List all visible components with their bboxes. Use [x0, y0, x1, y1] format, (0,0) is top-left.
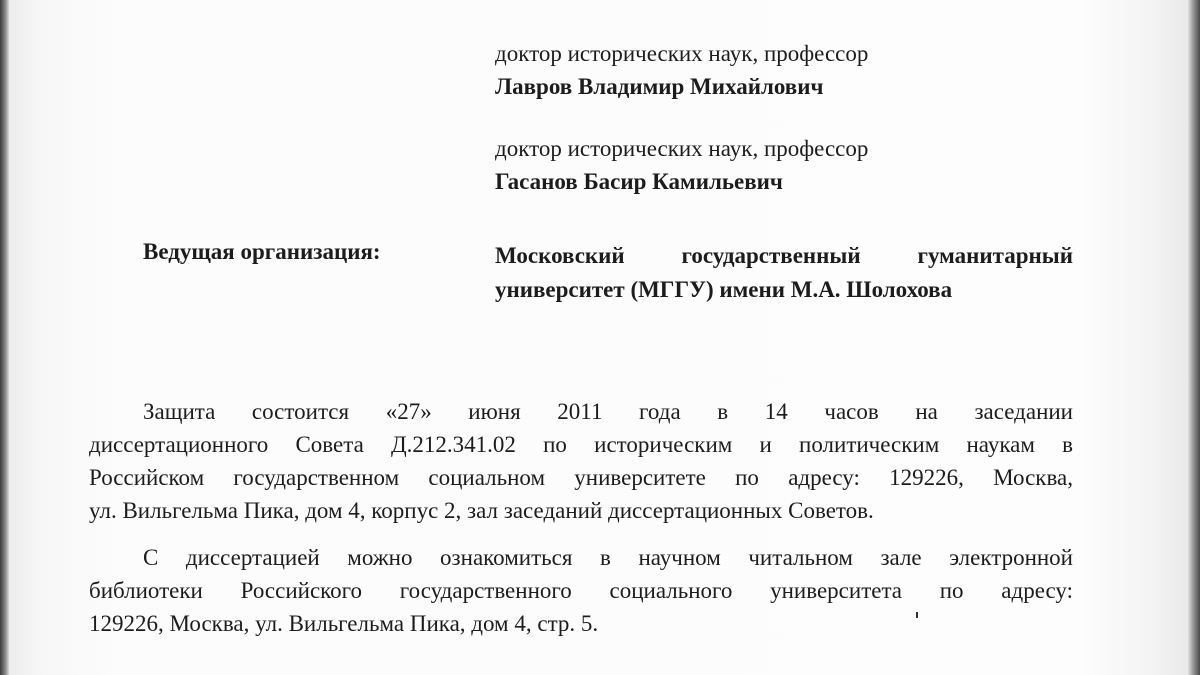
library-line-1: С диссертацией можно ознакомиться в научном читальном зале электронной — [143, 545, 1073, 570]
leading-org-name — [495, 239, 1073, 307]
defense-line-2: диссертационного Совета Д.212.341.02 по историческим и политическим наукам в — [89, 432, 1073, 457]
scan-left-edge — [0, 0, 9, 675]
opponent-2-name: Гасанов Басир Камильевич — [495, 169, 783, 194]
opponent-2-degree: доктор исторических наук, профессор — [495, 136, 869, 161]
library-line-3: 129226, Москва, ул. Вильгельма Пика, дом 4, стр. 5. — [89, 611, 599, 636]
defense-line-1: Защита состоится «27» июня 2011 года в 14 часов на заседании — [143, 399, 1073, 424]
leading-org-line-2: университет (МГГУ) имени М.А. Шолохова — [495, 277, 953, 302]
scan-right-edge — [1188, 0, 1200, 675]
opponent-1-degree: доктор исторических наук, профессор — [495, 41, 869, 66]
defense-paragraph — [89, 395, 1073, 527]
library-paragraph — [89, 541, 1073, 640]
library-line-2: библиотеки Российского государственного социального университета по адресу: — [89, 578, 1073, 603]
leading-org-label: Ведущая организация: — [143, 239, 381, 264]
defense-line-4: ул. Вильгельма Пика, дом 4, корпус 2, зал заседаний диссертационных Советов. — [89, 498, 874, 523]
leading-org-line-1: Московский государственный гуманитарный — [495, 243, 1073, 268]
defense-line-3: Российском государственном социальном университете по адресу: 129226, Москва, — [89, 465, 1073, 490]
opponent-1-name: Лавров Владимир Михайлович — [495, 74, 824, 99]
scan-speck — [916, 612, 918, 618]
